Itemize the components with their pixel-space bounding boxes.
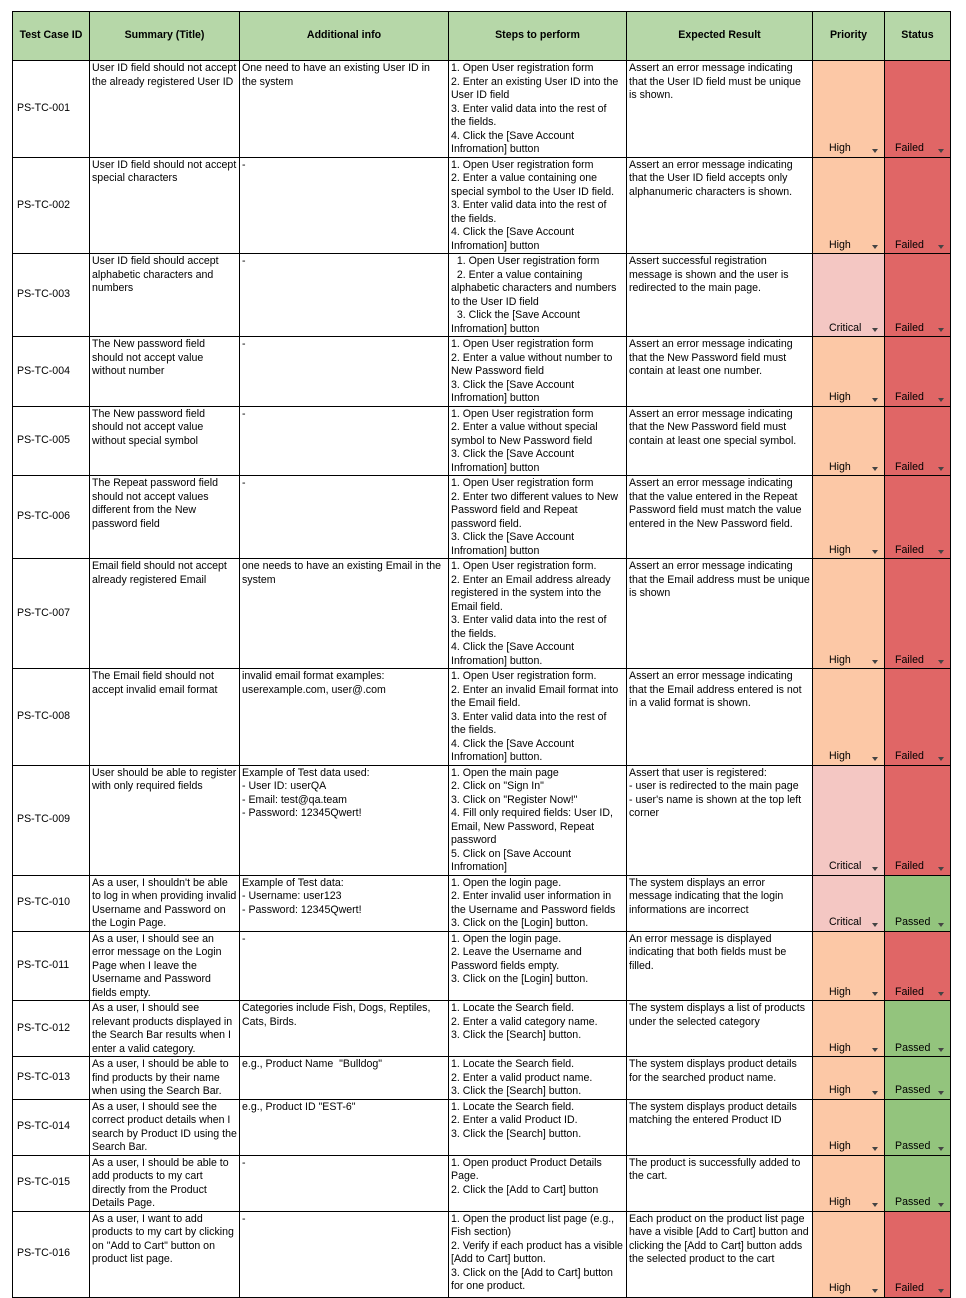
priority-value: High <box>829 653 851 666</box>
table-row <box>13 157 951 254</box>
dropdown-arrow-icon[interactable] <box>938 398 944 402</box>
status-dropdown[interactable] <box>885 931 951 1001</box>
test-case-id: PS-TC-001 <box>13 61 90 158</box>
dropdown-arrow-icon[interactable] <box>872 867 878 871</box>
test-case-id: PS-TC-005 <box>13 406 90 476</box>
additional-info-cell: - <box>240 157 449 254</box>
test-case-id: PS-TC-003 <box>13 254 90 337</box>
status-dropdown[interactable] <box>885 337 951 407</box>
status-dropdown[interactable] <box>885 254 951 337</box>
priority-value: High <box>829 142 851 154</box>
steps-cell: 1. Open the login page. 2. Leave the Username and Password fields empty. 3. Click on the [Login] button. <box>449 931 627 1001</box>
priority-dropdown[interactable] <box>813 1155 885 1211</box>
status-value: Failed <box>895 142 924 154</box>
priority-value: High <box>829 1196 851 1208</box>
dropdown-arrow-icon[interactable] <box>938 467 944 471</box>
steps-cell: 1. Open product Product Details Page. 2. Click the [Add to Cart] button <box>449 1155 627 1211</box>
summary-cell: User should be able to register with only required fields <box>90 765 240 875</box>
expected-result-cell: Assert an error message indicating that the Email address entered is not in a valid format is shown. <box>627 669 813 766</box>
table-row <box>13 669 951 766</box>
dropdown-arrow-icon[interactable] <box>938 328 944 332</box>
priority-value: High <box>829 391 851 403</box>
summary-cell: As a user, I should be able to find products by their name when using the Search Bar. <box>90 1057 240 1100</box>
status-dropdown[interactable] <box>885 559 951 669</box>
status-dropdown[interactable] <box>885 406 951 476</box>
expected-result-cell: Each product on the product list page have a visible [Add to Cart] button and clicking the [Add to Cart] button adds the selected product to the cart <box>627 1211 813 1297</box>
dropdown-arrow-icon[interactable] <box>872 398 878 402</box>
status-value: Failed <box>895 653 924 666</box>
test-case-id: PS-TC-014 <box>13 1099 90 1155</box>
priority-value: High <box>829 1282 851 1294</box>
status-value: Failed <box>895 321 924 334</box>
status-dropdown[interactable] <box>885 1211 951 1297</box>
test-case-id: PS-TC-007 <box>13 559 90 669</box>
dropdown-arrow-icon[interactable] <box>872 149 878 153</box>
test-case-sheet <box>12 11 951 1298</box>
additional-info-cell: - <box>240 1211 449 1297</box>
dropdown-arrow-icon[interactable] <box>938 867 944 871</box>
test-case-id: PS-TC-012 <box>13 1001 90 1057</box>
status-value: Failed <box>895 543 924 556</box>
priority-dropdown[interactable] <box>813 1211 885 1297</box>
additional-info-cell: e.g., Product Name "Bulldog" <box>240 1057 449 1100</box>
column-header-test-case-id: Test Case ID <box>13 12 90 61</box>
dropdown-arrow-icon[interactable] <box>872 660 878 664</box>
table-row <box>13 559 951 669</box>
test-case-id: PS-TC-002 <box>13 157 90 254</box>
expected-result-cell: The system displays a list of products under the selected category <box>627 1001 813 1057</box>
test-case-id: PS-TC-009 <box>13 765 90 875</box>
expected-result-cell: Assert an error message indicating that the New Password field must contain at least one special symbol. <box>627 406 813 476</box>
priority-dropdown[interactable] <box>813 406 885 476</box>
table-row <box>13 1001 951 1057</box>
expected-result-cell: Assert successful registration message is shown and the user is redirected to the main page. <box>627 254 813 337</box>
status-dropdown[interactable] <box>885 669 951 766</box>
status-dropdown[interactable] <box>885 1155 951 1211</box>
summary-cell: The Repeat password field should not accept values different from the New password field <box>90 476 240 559</box>
additional-info-cell: - <box>240 1155 449 1211</box>
priority-value: Critical <box>829 860 862 872</box>
table-row <box>13 765 951 875</box>
column-header-priority: Priority <box>813 12 885 61</box>
status-dropdown[interactable] <box>885 1001 951 1057</box>
steps-cell: 1. Open User registration form 2. Enter two different values to New Password field and Repeat password field. 3. Click the [Save Account Infromation] button <box>449 476 627 559</box>
additional-info-cell: Example of Test data used: - User ID: userQA - Email: test@qa.team - Password: 12345Qwert! <box>240 765 449 875</box>
steps-cell: 1. Open User registration form 2. Enter a value containing alphabetic characters and numbers to the User ID field 3. Click the [Save Account Infromation] button <box>449 254 627 337</box>
priority-dropdown[interactable] <box>813 157 885 254</box>
column-header-steps: Steps to perform <box>449 12 627 61</box>
status-value: Failed <box>895 1282 924 1294</box>
test-case-id: PS-TC-013 <box>13 1057 90 1100</box>
table-row <box>13 61 951 158</box>
summary-cell: User ID field should not accept special characters <box>90 157 240 254</box>
table-row <box>13 476 951 559</box>
summary-cell: The Email field should not accept invalid email format <box>90 669 240 766</box>
test-case-id: PS-TC-015 <box>13 1155 90 1211</box>
column-header-expected-result: Expected Result <box>627 12 813 61</box>
additional-info-cell: Example of Test data: - Username: user123 - Password: 12345Qwert! <box>240 875 449 931</box>
priority-dropdown[interactable] <box>813 476 885 559</box>
priority-value: High <box>829 543 851 556</box>
steps-cell: 1. Locate the Search field. 2. Enter a valid category name. 3. Click the [Search] button. <box>449 1001 627 1057</box>
additional-info-cell: - <box>240 931 449 1001</box>
dropdown-arrow-icon[interactable] <box>938 550 944 554</box>
priority-dropdown[interactable] <box>813 337 885 407</box>
dropdown-arrow-icon[interactable] <box>938 1147 944 1151</box>
status-dropdown[interactable] <box>885 61 951 158</box>
test-case-id: PS-TC-010 <box>13 875 90 931</box>
expected-result-cell: The system displays an error message indicating that the login informations are incorrect <box>627 875 813 931</box>
table-row <box>13 1211 951 1297</box>
dropdown-arrow-icon[interactable] <box>872 1289 878 1293</box>
status-value: Passed <box>895 1140 931 1152</box>
status-value: Passed <box>895 1196 931 1208</box>
table-row <box>13 1155 951 1211</box>
expected-result-cell: Assert an error message indicating that the Email address must be unique is shown <box>627 559 813 669</box>
priority-dropdown[interactable] <box>813 931 885 1001</box>
dropdown-arrow-icon[interactable] <box>872 1048 878 1052</box>
priority-value: High <box>829 1140 851 1152</box>
priority-dropdown[interactable] <box>813 559 885 669</box>
status-value: Passed <box>895 916 931 928</box>
status-dropdown[interactable] <box>885 157 951 254</box>
dropdown-arrow-icon[interactable] <box>938 1091 944 1095</box>
table-row <box>13 406 951 476</box>
priority-dropdown[interactable] <box>813 1099 885 1155</box>
test-case-table <box>12 11 951 1298</box>
priority-dropdown[interactable] <box>813 254 885 337</box>
status-value: Passed <box>895 1041 931 1054</box>
dropdown-arrow-icon[interactable] <box>938 1289 944 1293</box>
priority-dropdown[interactable] <box>813 669 885 766</box>
priority-dropdown[interactable] <box>813 61 885 158</box>
expected-result-cell: The product is successfully added to the cart. <box>627 1155 813 1211</box>
steps-cell: 1. Open User registration form 2. Enter a value containing one special symbol to the User ID field. 3. Enter valid data into the rest of the fields. 4. Click the [Save Account Infromation] button <box>449 157 627 254</box>
dropdown-arrow-icon[interactable] <box>872 992 878 996</box>
status-value: Passed <box>895 1084 931 1096</box>
priority-value: High <box>829 238 851 251</box>
additional-info-cell: - <box>240 476 449 559</box>
summary-cell: Email field should not accept already registered Email <box>90 559 240 669</box>
additional-info-cell: one needs to have an existing Email in the system <box>240 559 449 669</box>
priority-value: High <box>829 1041 851 1054</box>
status-value: Failed <box>895 750 924 762</box>
status-dropdown[interactable] <box>885 1057 951 1100</box>
dropdown-arrow-icon[interactable] <box>872 245 878 249</box>
expected-result-cell: Assert that user is registered: - user is redirected to the main page - user's name is shown at the top left corner <box>627 765 813 875</box>
summary-cell: As a user, I want to add products to my cart by clicking on "Add to Cart" button on product list page. <box>90 1211 240 1297</box>
status-value: Failed <box>895 860 924 872</box>
status-value: Failed <box>895 985 924 998</box>
summary-cell: As a user, I should see the correct product details when I search by Product ID using the Search Bar. <box>90 1099 240 1155</box>
priority-value: High <box>829 985 851 998</box>
dropdown-arrow-icon[interactable] <box>872 1147 878 1151</box>
steps-cell: 1. Open the login page. 2. Enter invalid user information in the Username and Password fields 3. Click on the [Login] button. <box>449 875 627 931</box>
dropdown-arrow-icon[interactable] <box>938 923 944 927</box>
additional-info-cell: - <box>240 337 449 407</box>
table-row <box>13 875 951 931</box>
expected-result-cell: The system displays product details for the searched product name. <box>627 1057 813 1100</box>
dropdown-arrow-icon[interactable] <box>872 550 878 554</box>
additional-info-cell: Categories include Fish, Dogs, Reptiles, Cats, Birds. <box>240 1001 449 1057</box>
dropdown-arrow-icon[interactable] <box>938 757 944 761</box>
dropdown-arrow-icon[interactable] <box>938 245 944 249</box>
summary-cell: As a user, I should see an error message on the Login Page when I leave the Username and Password fields empty. <box>90 931 240 1001</box>
summary-cell: As a user, I shouldn't be able to log in when providing invalid Username and Password on the Login Page. <box>90 875 240 931</box>
status-value: Failed <box>895 391 924 403</box>
summary-cell: User ID field should accept alphabetic characters and numbers <box>90 254 240 337</box>
column-header-status: Status <box>885 12 951 61</box>
steps-cell: 1. Open the product list page (e.g., Fish section) 2. Verify if each product has a visible [Add to Cart] button. 3. Click on the [Add to Cart] button for one product. <box>449 1211 627 1297</box>
additional-info-cell: One need to have an existing User ID in the system <box>240 61 449 158</box>
expected-result-cell: Assert an error message indicating that the New Password field must contain at least one number. <box>627 337 813 407</box>
test-case-id: PS-TC-008 <box>13 669 90 766</box>
steps-cell: 1. Open User registration form. 2. Enter an invalid Email format into the Email field. 3. Enter valid data into the rest of the fields. 4. Click the [Save Account Infromation] button. <box>449 669 627 766</box>
dropdown-arrow-icon[interactable] <box>938 992 944 996</box>
steps-cell: 1. Open User registration form 2. Enter an existing User ID into the User ID field 3. Enter valid data into the rest of the fields. 4. Click the [Save Account Infromation] button <box>449 61 627 158</box>
steps-cell: 1. Open the main page 2. Click on "Sign In" 3. Click on "Register Now!" 4. Fill only required fields: User ID, Email, New Password, Repeat password 5. Click on [Save Account Infromation] <box>449 765 627 875</box>
dropdown-arrow-icon[interactable] <box>872 328 878 332</box>
dropdown-arrow-icon[interactable] <box>938 149 944 153</box>
additional-info-cell: - <box>240 406 449 476</box>
summary-cell: As a user, I should see relevant products displayed in the Search Bar results when I enter a valid category. <box>90 1001 240 1057</box>
status-dropdown[interactable] <box>885 476 951 559</box>
priority-dropdown[interactable] <box>813 875 885 931</box>
expected-result-cell: Assert an error message indicating that the User ID field accepts only alphanumeric characters is shown. <box>627 157 813 254</box>
dropdown-arrow-icon[interactable] <box>872 757 878 761</box>
status-value: Failed <box>895 460 924 473</box>
additional-info-cell: e.g., Product ID "EST-6" <box>240 1099 449 1155</box>
expected-result-cell: Assert an error message indicating that the value entered in the Repeat Password field must match the value entered in the New Password field. <box>627 476 813 559</box>
status-value: Failed <box>895 238 924 251</box>
summary-cell: As a user, I should be able to add products to my cart directly from the Product Details Page. <box>90 1155 240 1211</box>
dropdown-arrow-icon[interactable] <box>872 923 878 927</box>
dropdown-arrow-icon[interactable] <box>938 660 944 664</box>
priority-dropdown[interactable] <box>813 765 885 875</box>
steps-cell: 1. Locate the Search field. 2. Enter a valid Product ID. 3. Click the [Search] button. <box>449 1099 627 1155</box>
steps-cell: 1. Open User registration form 2. Enter a value without special symbol to New Password field 3. Click the [Save Account Infromation] button <box>449 406 627 476</box>
table-row <box>13 254 951 337</box>
test-case-id: PS-TC-011 <box>13 931 90 1001</box>
summary-cell: User ID field should not accept the already registered User ID <box>90 61 240 158</box>
dropdown-arrow-icon[interactable] <box>872 1203 878 1207</box>
expected-result-cell: The system displays product details matching the entered Product ID <box>627 1099 813 1155</box>
dropdown-arrow-icon[interactable] <box>872 1091 878 1095</box>
priority-value: High <box>829 460 851 473</box>
steps-cell: 1. Open User registration form. 2. Enter an Email address already registered in the system into the Email field. 3. Enter valid data into the rest of the fields. 4. Click the [Save Account Infromation] button. <box>449 559 627 669</box>
additional-info-cell: invalid email format examples: userexample.com, user@.com <box>240 669 449 766</box>
header-row <box>13 12 951 61</box>
status-dropdown[interactable] <box>885 875 951 931</box>
priority-value: Critical <box>829 321 862 334</box>
priority-dropdown[interactable] <box>813 1001 885 1057</box>
table-row <box>13 1057 951 1100</box>
dropdown-arrow-icon[interactable] <box>938 1203 944 1207</box>
additional-info-cell: - <box>240 254 449 337</box>
steps-cell: 1. Locate the Search field. 2. Enter a valid product name. 3. Click the [Search] button. <box>449 1057 627 1100</box>
priority-value: High <box>829 750 851 762</box>
expected-result-cell: Assert an error message indicating that the User ID field must be unique is shown. <box>627 61 813 158</box>
test-case-id: PS-TC-004 <box>13 337 90 407</box>
test-case-id: PS-TC-006 <box>13 476 90 559</box>
column-header-additional-info: Additional info <box>240 12 449 61</box>
priority-value: High <box>829 1084 851 1096</box>
priority-dropdown[interactable] <box>813 1057 885 1100</box>
column-header-summary: Summary (Title) <box>90 12 240 61</box>
status-dropdown[interactable] <box>885 765 951 875</box>
table-row <box>13 1099 951 1155</box>
summary-cell: The New password field should not accept value without number <box>90 337 240 407</box>
table-row <box>13 337 951 407</box>
priority-value: Critical <box>829 916 862 928</box>
steps-cell: 1. Open User registration form 2. Enter a value without number to New Password field 3. Click the [Save Account Infromation] button <box>449 337 627 407</box>
expected-result-cell: An error message is displayed indicating that both fields must be filled. <box>627 931 813 1001</box>
table-row <box>13 931 951 1001</box>
dropdown-arrow-icon[interactable] <box>938 1048 944 1052</box>
summary-cell: The New password field should not accept value without special symbol <box>90 406 240 476</box>
dropdown-arrow-icon[interactable] <box>872 467 878 471</box>
test-case-id: PS-TC-016 <box>13 1211 90 1297</box>
status-dropdown[interactable] <box>885 1099 951 1155</box>
